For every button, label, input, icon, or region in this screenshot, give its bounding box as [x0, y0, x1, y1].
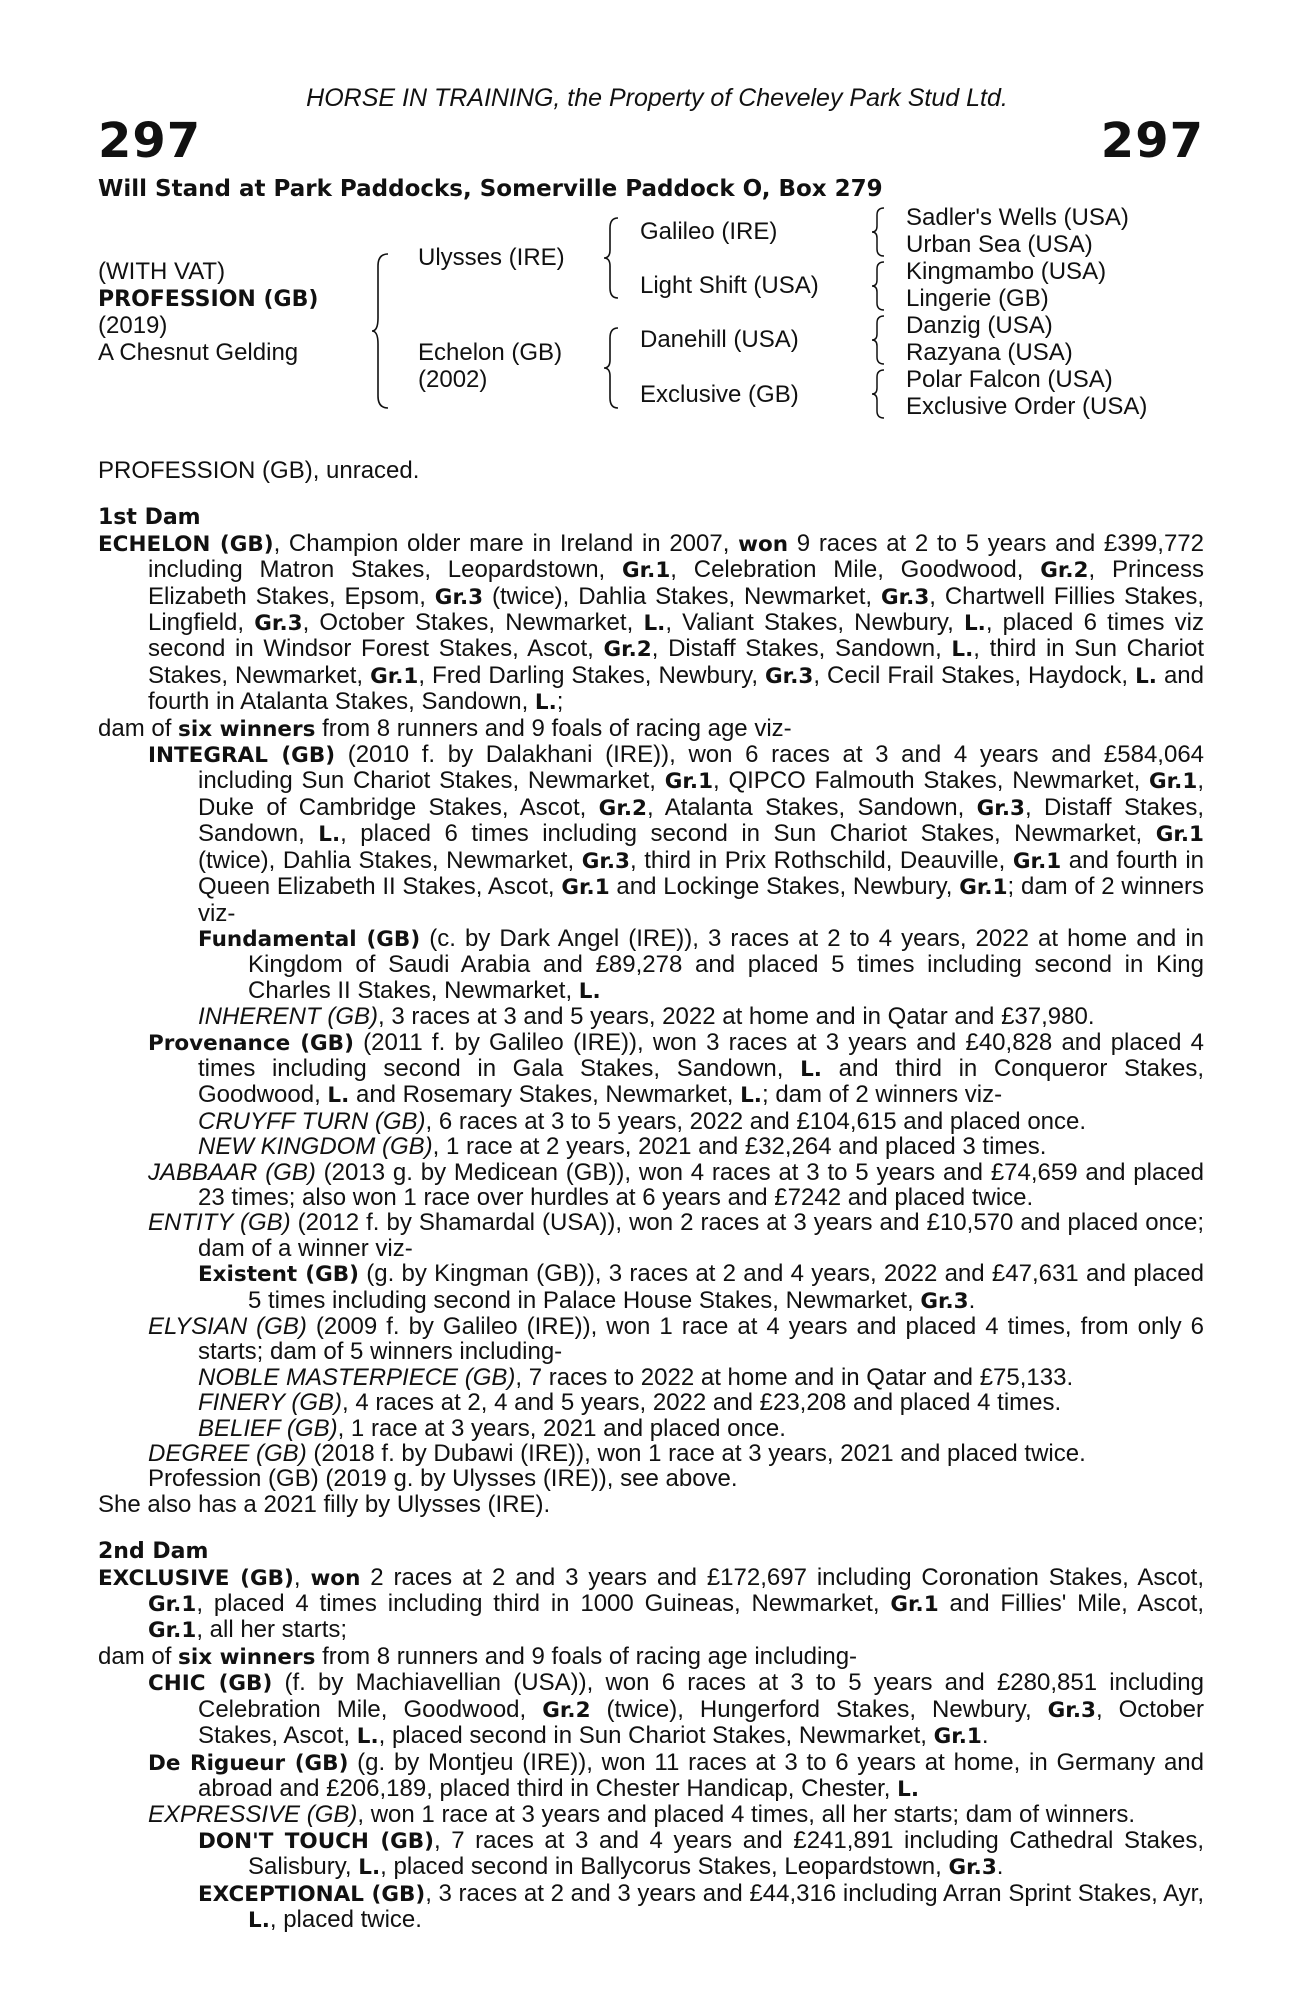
entry-cruyff-turn: CRUYFF TURN (GB), 6 races at 3 to 5 years, 2022 and £104,615 and placed once. — [198, 1107, 1087, 1135]
entry-jabbaar: JABBAAR (GB) (2013 g. by Medicean (GB)), won 4 races at 3 to 5 years and £74,659 and placed 23 times; also won 1 race over hurdles at 6 years and £7242 and placed twice. — [148, 1158, 1204, 1211]
dam-sire-sire: Danzig (USA) — [906, 312, 1053, 339]
entry-echelon: ECHELON (GB), Champion older mare in Ireland in 2007, won 9 races at 2 to 5 years and £399,772 including Matron Stakes, Leopardstown, Gr.1, Celebration Mile, Goodwood, Gr.2, Princess Elizabeth Stakes, Epsom, Gr.3 (twice), Dahlia Stakes, Newmarket, Gr.3, Chartwell Fillies Stakes, Lingfield, Gr.3, October Stakes, Newmarket, L., Valiant Stakes, Newbury, L., placed 6 times viz second in Windsor Forest Stakes, Ascot, Gr.2, Distaff Stakes, Sandown, L., third in Sun Chariot Stakes, Newmarket, Gr.1, Fred Darling Stakes, Newbury, Gr.3, Cecil Frail Stakes, Haydock, L. and fourth in Atalanta Stakes, Sandown, L.; — [98, 529, 1205, 716]
entry-existent: Existent (GB) (g. by Kingman (GB)), 3 races at 2 and 4 years, 2022 and £47,631 and placed 5 times including second in Palace House Stakes, Newmarket, Gr.3. — [198, 1260, 1204, 1314]
brace-gen3-1 — [872, 206, 886, 258]
entry-exceptional: EXCEPTIONAL (GB), 3 races at 2 and 3 years and £44,316 including Arran Sprint Stakes, Ayr, L., placed twice. — [198, 1879, 1205, 1933]
horse-name: PROFESSION (GB) — [98, 287, 319, 312]
dam-sire-dam: Razyana (USA) — [906, 339, 1073, 366]
dam-name: Echelon (GB) — [418, 339, 563, 366]
lot-number-left: 297 — [98, 113, 202, 169]
entry-fundamental: Fundamental (GB) (c. by Dark Angel (IRE)), 3 races at 2 to 4 years, 2022 at home and in Kingdom of Saudi Arabia and £89,278 and placed 5 times including second in King Charles II Stakes, Newmarket, L. — [198, 924, 1205, 1004]
sire-sire-dam: Urban Sea (USA) — [906, 231, 1093, 258]
first-dam-heading: 1st Dam — [98, 505, 201, 531]
entry-expressive: EXPRESSIVE (GB), won 1 race at 3 years and placed 4 times, all her starts; dam of winners. — [148, 1801, 1136, 1829]
unraced-line: PROFESSION (GB), unraced. — [98, 457, 420, 484]
dam-sire: Danehill (USA) — [640, 326, 799, 353]
sire-sire: Galileo (IRE) — [640, 218, 778, 245]
sire-dam-sire: Kingmambo (USA) — [906, 258, 1107, 285]
sire-name: Ulysses (IRE) — [418, 244, 565, 271]
brace-dam — [604, 326, 620, 410]
horse-description: A Chesnut Gelding — [98, 339, 299, 366]
brace-sire — [604, 216, 620, 300]
brace-gen3-2 — [872, 260, 886, 312]
dam-dam-dam: Exclusive Order (USA) — [906, 393, 1148, 420]
dam-year: (2002) — [418, 366, 488, 393]
entry-provenance: Provenance (GB) (2011 f. by Galileo (IRE)), won 3 races at 3 years and £40,828 and placed 4 times including second in Gala Stakes, Sandown, L. and third in Conqueror Stakes, Goodwood, L. and Rosemary Stakes, Newmarket, L.; dam of 2 winners viz- — [148, 1028, 1204, 1109]
entry-noble-masterpiece: NOBLE MASTERPIECE (GB), 7 races to 2022 at home and in Qatar and £75,133. — [198, 1363, 1074, 1391]
entry-dont-touch: DON'T TOUCH (GB), 7 races at 3 and 4 years and £241,891 including Cathedral Stakes, Salisbury, L., placed second in Ballycorus Stakes, Leopardstown, Gr.3. — [198, 1826, 1205, 1881]
entry-belief: BELIEF (GB), 1 race at 3 years, 2021 and placed once. — [198, 1414, 786, 1442]
entry-integral: INTEGRAL (GB) (2010 f. by Dalakhani (IRE)), won 6 races at 3 and 4 years and £584,064 including Sun Chariot Stakes, Newmarket, Gr.1, QIPCO Falmouth Stakes, Newmarket, Gr.1, Duke of Cambridge Stakes, Ascot, Gr.2, Atalanta Stakes, Sandown, Gr.3, Distaff Stakes, Sandown, L., placed 6 times including second in Sun Chariot Stakes, Newmarket, Gr.1 (twice), Dahlia Stakes, Newmarket, Gr.3, third in Prix Rothschild, Deauville, Gr.1 and fourth in Queen Elizabeth II Stakes, Ascot, Gr.1 and Lockinge Stakes, Newbury, Gr.1; dam of 2 winners viz- — [148, 741, 1205, 927]
race-record-body — [98, 458, 1204, 1933]
page-header-title: HORSE IN TRAINING, the Property of Cheveley Park Stud Ltd. — [306, 84, 1008, 112]
entry-de-rigueur: De Rigueur (GB) (g. by Montjeu (IRE)), won 11 races at 3 to 6 years at home, in Germany and abroad and £206,189, placed third in Chester Handicap, Chester, L. — [148, 1748, 1204, 1802]
brace-gen1 — [372, 252, 390, 410]
lot-number-right: 297 — [1100, 113, 1204, 169]
filly-note: She also has a 2021 filly by Ulysses (IRE). — [98, 1490, 551, 1518]
entry-entity: ENTITY (GB) (2012 f. by Shamardal (USA)), won 2 races at 3 years and £10,570 and placed once; dam of a winner viz- — [148, 1209, 1204, 1262]
dam-of-summary-2: dam of six winners from 8 runners and 9 foals of racing age including- — [98, 1642, 858, 1670]
brace-gen3-3 — [872, 314, 886, 366]
entry-degree: DEGREE (GB) (2018 f. by Dubawi (IRE)), won 1 race at 3 years, 2021 and placed twice. — [148, 1440, 1086, 1468]
entry-profession: Profession (GB) (2019 g. by Ulysses (IRE)), see above. — [148, 1465, 738, 1493]
entry-exclusive: EXCLUSIVE (GB), won 2 races at 2 and 3 years and £172,697 including Coronation Stakes, Ascot, Gr.1, placed 4 times including third in 1000 Guineas, Newmarket, Gr.1 and Fillies' Mile, Ascot, Gr.1, all her starts; — [98, 1563, 1205, 1644]
entry-chic: CHIC (GB) (f. by Machiavellian (USA)), won 6 races at 3 to 5 years and £280,851 including Celebration Mile, Goodwood, Gr.2 (twice), Hungerford Stakes, Newbury, Gr.3, October Stakes, Ascot, L., placed second in Sun Chariot Stakes, Newmarket, Gr.1. — [148, 1669, 1205, 1750]
entry-inherent: INHERENT (GB), 3 races at 3 and 5 years, 2022 at home and in Qatar and £37,980. — [198, 1003, 1095, 1031]
sire-sire-sire: Sadler's Wells (USA) — [906, 204, 1129, 231]
horse-year: (2019) — [98, 312, 168, 339]
vat-note: (WITH VAT) — [98, 258, 226, 285]
entry-elysian: ELYSIAN (GB) (2009 f. by Galileo (IRE)), won 1 race at 4 years and placed 4 times, from only 6 starts; dam of 5 winners including- — [148, 1313, 1204, 1366]
dam-dam-sire: Polar Falcon (USA) — [906, 366, 1113, 393]
entry-new-kingdom: NEW KINGDOM (GB), 1 race at 2 years, 2021 and £32,264 and placed 3 times. — [198, 1133, 1047, 1161]
dam-dam: Exclusive (GB) — [640, 381, 799, 408]
brace-gen3-4 — [872, 368, 886, 420]
dam-of-summary-1: dam of six winners from 8 runners and 9 foals of racing age viz- — [98, 714, 792, 742]
second-dam-heading: 2nd Dam — [98, 1539, 209, 1565]
stand-location: Will Stand at Park Paddocks, Somerville Paddock O, Box 279 — [98, 176, 883, 202]
sire-dam-dam: Lingerie (GB) — [906, 285, 1049, 312]
entry-finery: FINERY (GB), 4 races at 2, 4 and 5 years, 2022 and £23,208 and placed 4 times. — [198, 1389, 1062, 1417]
sire-dam: Light Shift (USA) — [640, 272, 819, 299]
